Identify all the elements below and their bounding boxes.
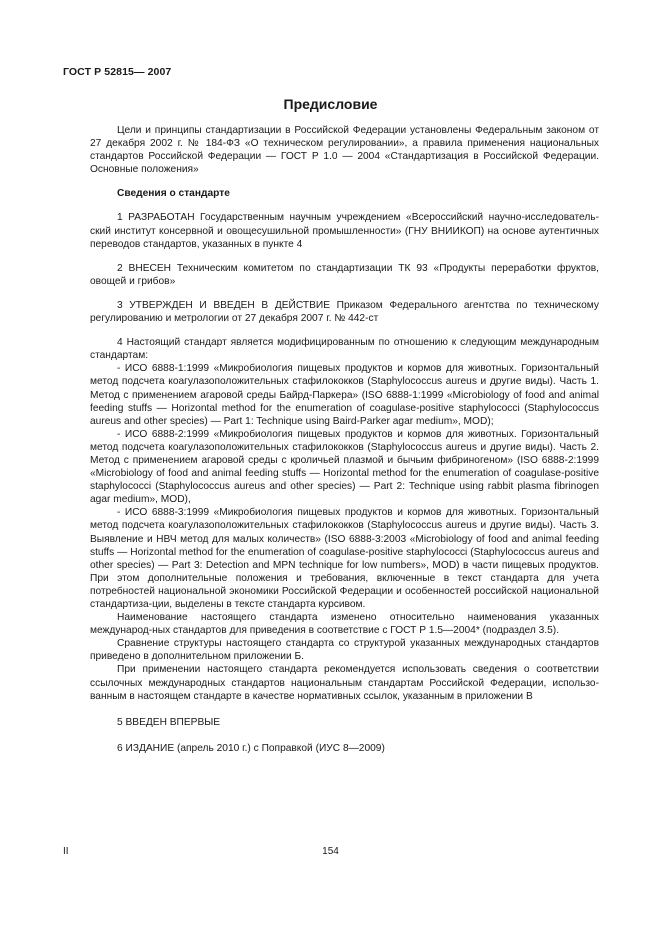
item-4-structure-note: Сравнение структуры настоящего стандарта со структурой указанных международных стандартов приведено в дополнительном приложении Б.: [90, 638, 599, 663]
item-6-paragraph: 6 ИЗДАНИЕ (апрель 2010 г.) с Поправкой (ИУС 8—2009): [117, 742, 385, 754]
page-title: Предисловие: [283, 96, 378, 112]
item-4-iso-3: - ИСО 6888-3:1999 «Микробиология пищевых продуктов и кормов для животных. Горизонтальный метод подсчета коагулазоположительных стафилококков (Staphylococcus aureus и другие виды). Часть 3. Выявление и НВЧ метод для малых количеств» (ISO 6888-3:2003 «Microbiology of food and animal feeding stuffs — Horizontal method for the enumeration of coagulase-positive staphylococci (Staphylococcus aureus and other species) — Part 3: Detection and MPN technique for low numbers», MOD) в части пищевых продуктов. При этом дополнительные положения и требования, включенные в текст стандарта для учета потребностей национальной экономики Российской Федерации и особенностей российской национальной стандартиза-ции, выделены в тексте стандарта курсивом.: [90, 507, 599, 610]
document-id-header: ГОСТ Р 52815— 2007: [63, 66, 172, 78]
item-4-paragraph: 4 Настоящий стандарт является модифицированным по отношению к следующим международным стандартам:: [90, 337, 599, 362]
item-4-name-note: Наименование настоящего стандарта изменено относительно наименования указанных международ-ных стандартов для приведения в соответствие с ГОСТ Р 1.5—2004* (подраздел 3.5).: [90, 612, 599, 637]
intro-paragraph: Цели и принципы стандартизации в Российской Федерации установлены Федеральным законом от 27 декабря 2002 г. № 184-ФЗ «О техническом регулировании», а правила применения национальных стандартов Российской Федерации — ГОСТ Р 1.0 — 2004 «Стандартизация в Российской Федерации. Основные положения»: [90, 125, 599, 176]
item-1-paragraph: 1 РАЗРАБОТАН Государственным научным учреждением «Всероссийский научно-исследователь-ский институт консервной и овощесушильной промышленности» (ГНУ ВНИИКОП) на основе аутентичных переводов стандартов, указанных в пункте 4: [90, 212, 599, 250]
roman-page-marker: II: [63, 846, 69, 857]
item-4-reference-note: При применении настоящего стандарта рекомендуется использовать сведения о соответствии ссылочных международных стандартов национальным стандартам Российской Федерации, использо-ванным в настоящем стандарте в качестве нормативных ссылок, указанным в приложении В: [90, 664, 599, 702]
page-number: 154: [322, 846, 339, 857]
item-4-iso-2: - ИСО 6888-2:1999 «Микробиология пищевых продуктов и кормов для животных. Горизонтальный метод подсчета коагулазоположительных стафилококков (Staphylococcus aureus и другие виды). Часть 2. Метод с применением агаровой среды с кроличьей плазмой и бычьим фибриногеном» (ISO 6888-2:1999 «Microbiology of food and animal feeding stuffs — Horizontal method for the enumeration of coagulase-positive staphylococci (Staphylococcus aureus and other species) — Part 2: Technique using rabbit plasma fibrinogen agar medium», MOD),: [90, 428, 599, 506]
item-5-paragraph: 5 ВВЕДЕН ВПЕРВЫЕ: [117, 716, 221, 728]
section-heading: Сведения о стандарте: [117, 188, 230, 200]
item-3-paragraph: 3 УТВЕРЖДЕН И ВВЕДЕН В ДЕЙСТВИЕ Приказом Федерального агентства по техническому регулированию и метрологии от 27 декабря 2007 г. № 442-ст: [90, 299, 599, 325]
item-2-paragraph: 2 ВНЕСЕН Техническим комитетом по стандартизации ТК 93 «Продукты переработки фруктов, овощей и грибов»: [90, 262, 599, 287]
item-4-iso-1: - ИСО 6888-1:1999 «Микробиология пищевых продуктов и кормов для животных. Горизонтальный метод подсчета коагулазоположительных стафилококков (Staphylococcus aureus и другие виды). Часть 1. Метод с применением агаровой среды Байрд-Паркера» (ISO 6888-1:1999 «Microbiology of food and animal feeding stuffs — Horizontal method for the enumeration of coagulase-positive staphylococci (Staphylococcus aureus and other species) — Part 1: Technique using Baird-Parker agar medium», MOD);: [90, 363, 599, 427]
foreword-body: [90, 124, 599, 755]
